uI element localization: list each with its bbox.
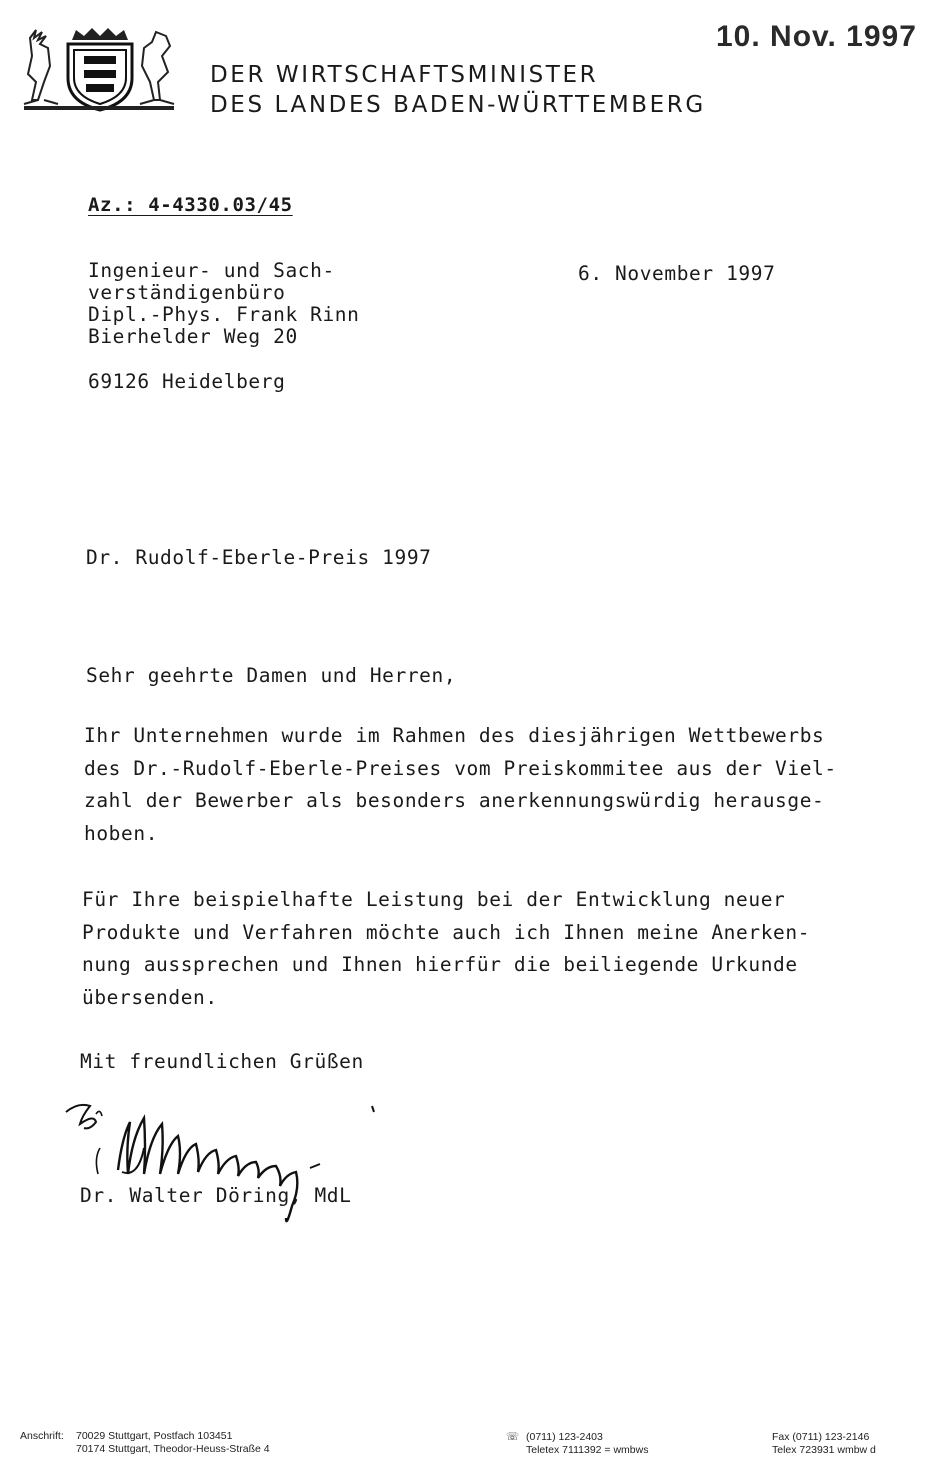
recipient-line: Ingenieur- und Sach- [88, 259, 335, 282]
reference-number: Az.: 4-4330.03/45 [88, 194, 293, 216]
paragraph-line: übersenden. [82, 985, 218, 1009]
handwritten-signature [60, 1078, 400, 1238]
salutation: Sehr geehrte Damen und Herren, [86, 664, 457, 687]
recipient-address [88, 260, 359, 348]
footer-address-label: Anschrift: [20, 1430, 64, 1442]
paragraph-line: zahl der Bewerber als besonders anerkennungswürdig herausge- [84, 789, 825, 812]
coat-of-arms-icon [18, 26, 178, 112]
footer-telex: Telex 723931 wmbw d [772, 1444, 876, 1456]
letterhead-line-1: DER WIRTSCHAFTSMINISTER [210, 62, 599, 88]
footer-address-line-2: 70174 Stuttgart, Theodor-Heuss-Straße 4 [76, 1443, 270, 1455]
footer-fax: Fax (0711) 123-2146 [772, 1431, 870, 1443]
received-date-stamp: 10. Nov. 1997 [716, 20, 917, 53]
recipient-line: Bierhelder Weg 20 [88, 325, 298, 348]
recipient-line: Dipl.-Phys. Frank Rinn [88, 303, 360, 326]
recipient-line: verständigenbüro [88, 281, 286, 304]
footer-address-line-1: 70029 Stuttgart, Postfach 103451 [76, 1430, 233, 1442]
body-paragraph-1 [84, 720, 837, 850]
body-paragraph-2 [82, 884, 810, 1014]
letter-date: 6. November 1997 [578, 262, 776, 285]
paragraph-line: hoben. [84, 821, 159, 845]
phone-icon: ☏ [506, 1431, 520, 1443]
footer-teletex: Teletex 7111392 = wmbws [526, 1444, 649, 1456]
letterhead-line-2: DES LANDES BADEN-WÜRTTEMBERG [210, 92, 706, 118]
recipient-city: 69126 Heidelberg [88, 370, 286, 393]
paragraph-line: Ihr Unternehmen wurde im Rahmen des diesjährigen Wettbewerbs [84, 724, 825, 747]
signature-icon [60, 1078, 400, 1238]
paragraph-line: Für Ihre beispielhafte Leistung bei der Entwicklung neuer [82, 888, 786, 911]
closing-phrase: Mit freundlichen Grüßen [80, 1050, 364, 1073]
footer-phone: (0711) 123-2403 [526, 1431, 603, 1443]
subject-line: Dr. Rudolf-Eberle-Preis 1997 [86, 546, 432, 569]
signatory-name: Dr. Walter Döring, MdL [80, 1184, 352, 1207]
paragraph-line: nung aussprechen und Ihnen hierfür die beiliegende Urkunde [82, 953, 798, 976]
paragraph-line: Produkte und Verfahren möchte auch ich Ihnen meine Anerken- [82, 920, 811, 944]
coat-of-arms-emblem [18, 26, 178, 112]
paragraph-line: des Dr.-Rudolf-Eberle-Preises vom Preiskommitee aus der Viel- [84, 756, 837, 780]
